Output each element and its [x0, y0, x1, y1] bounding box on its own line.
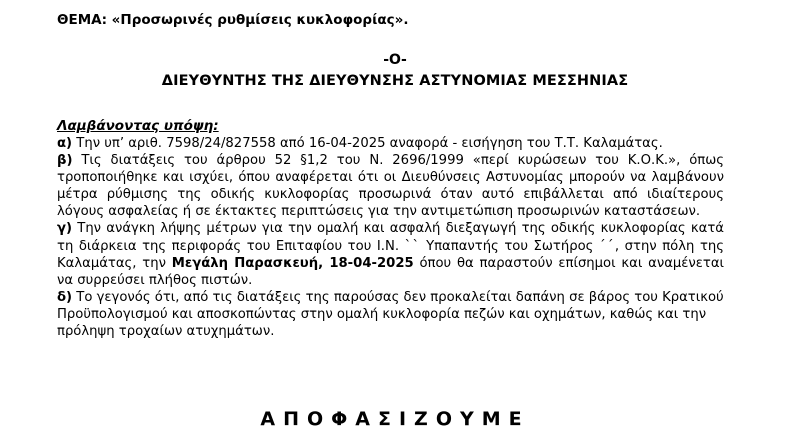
- item-c-sep: ,: [318, 255, 330, 271]
- item-d: [57, 289, 724, 340]
- item-c-day: Μεγάλη Παρασκευή: [171, 255, 319, 271]
- item-a-marker: α): [57, 136, 73, 151]
- considerations-body: [57, 135, 724, 340]
- item-d-text: Το γεγονός ότι, από τις διατάξεις της παρούσας δεν προκαλείται δαπάνη σε βάρος του Κρατικού Προϋπολογισμού και αποσκοπώντας στην ομαλή κυκλοφορία πεζών και οχημάτων, καθώς και την πρόληψη τροχαίων ατυχημάτων.: [57, 289, 724, 340]
- considering-heading: Λαμβάνοντας υπόψη:: [57, 118, 219, 134]
- item-c-text-1: Την ανάγκη λήψης μέτρων για την ομαλή και ασφαλή διεξαγωγή της οδικής κυκλοφορίας κατά τη διάρκεια της περιφοράς του Επιταφίου του Ι.Ν. ˋˋ Υπαπαντής του Σωτήρος ˊˊ, στην πόλη της Καλαμάτας, την: [57, 221, 724, 271]
- item-c-date: 18-04-2025: [329, 255, 414, 271]
- item-b-marker: β): [57, 153, 73, 169]
- subject-line: ΘΕΜΑ: «Προσωρινές ρυθμίσεις κυκλοφορίας».: [57, 12, 409, 28]
- item-d-marker: δ): [57, 289, 73, 305]
- item-a-text: Την υπ’ αριθ. 7598/24/827558 από 16-04-2025 αναφορά - εισήγηση του Τ.Τ. Καλαμάτας.: [72, 136, 663, 151]
- decision-heading: ΑΠΟΦΑΣΙΖΟΥΜΕ: [260, 408, 530, 430]
- item-c: [57, 220, 724, 288]
- item-c-marker: γ): [57, 221, 73, 237]
- item-c-text-2: όπου θα παραστούν επίσημοι και αναμένεται να συρρεύσει πλήθος πιστών.: [57, 255, 724, 288]
- director-title: ΔΙΕΥΘΥΝΤΗΣ ΤΗΣ ΔΙΕΥΘΥΝΣΗΣ ΑΣΤΥΝΟΜΙΑΣ ΜΕΣΣΗΝΙΑΣ: [161, 73, 629, 89]
- item-a: [57, 135, 724, 152]
- item-b-text: Τις διατάξεις του άρθρου 52 §1,2 του Ν. 2696/1999 «περί κυρώσεων του Κ.Ο.Κ.», όπως τροποποιήθηκε και ισχύει, όπου αναφέρεται ότι οι Διευθύνσεις Αστυνομίας μπορούν να λαμβάνουν μέτρα ρύθμισης της οδικής κυκλοφορίας προσωρινά όταν αυτό επιβάλλεται από ιδιαίτερους λόγους ασφαλείας ή σε έκτακτες περιπτώσεις για την αντιμετώπιση προσωρινών καταστάσεων.: [57, 153, 724, 220]
- separator: -Ο-: [383, 52, 407, 68]
- item-b: [57, 152, 724, 220]
